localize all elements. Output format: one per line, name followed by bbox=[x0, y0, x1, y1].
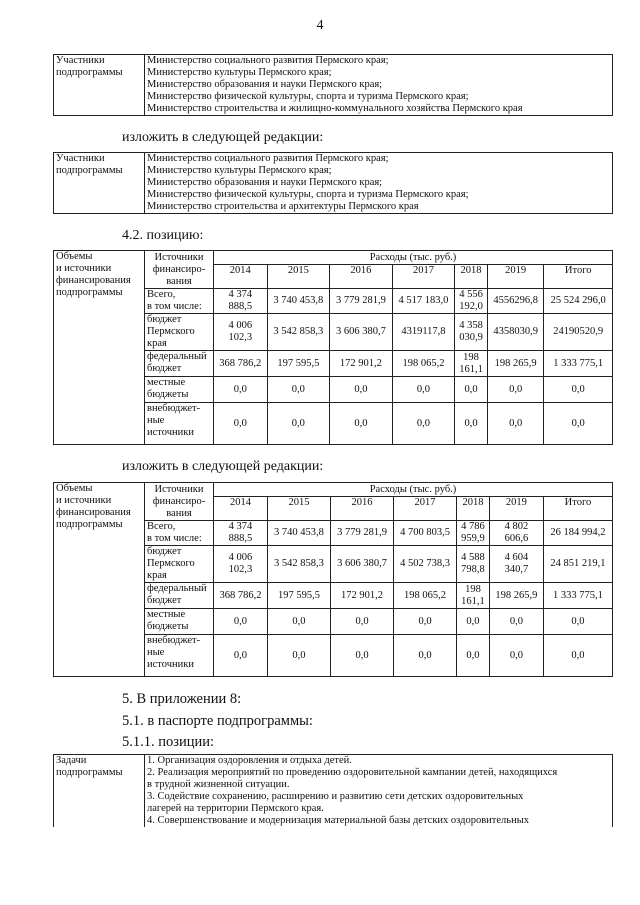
value-cell: 0,0 bbox=[489, 635, 543, 677]
value-cell: 4 588 798,8 bbox=[457, 546, 490, 583]
value-cell: 0,0 bbox=[331, 609, 394, 635]
value-cell: 3 779 281,9 bbox=[330, 289, 393, 314]
value-cell: 4 358 030,9 bbox=[455, 314, 488, 351]
source-label: внебюджет- ные источники bbox=[145, 403, 214, 445]
value-cell: 368 786,2 bbox=[214, 583, 268, 609]
year-header: 2019 bbox=[489, 497, 543, 521]
year-header: Итого bbox=[543, 497, 612, 521]
expenses-header: Расходы (тыс. руб.) bbox=[214, 251, 613, 265]
financing-table-old bbox=[53, 250, 613, 445]
value-cell: 0,0 bbox=[487, 403, 544, 445]
value-cell: 0,0 bbox=[543, 635, 612, 677]
value-cell: 0,0 bbox=[330, 377, 393, 403]
value-cell: 3 779 281,9 bbox=[331, 521, 394, 546]
sources-header: Источники финансиро- вания bbox=[145, 251, 214, 289]
value-cell: 26 184 994,2 bbox=[543, 521, 612, 546]
value-cell: 4 604 340,7 bbox=[489, 546, 543, 583]
value-cell: 197 595,5 bbox=[267, 583, 330, 609]
heading-position: 4.2. позицию: bbox=[122, 228, 204, 243]
value-cell: 4 006 102,3 bbox=[214, 314, 268, 351]
value-cell: 0,0 bbox=[214, 403, 268, 445]
value-cell: 0,0 bbox=[267, 377, 330, 403]
value-cell: 1 333 775,1 bbox=[543, 583, 612, 609]
participants-list: Министерство социального развития Пермского края; Министерство культуры Пермского края; Министерство образования и науки Пермского края; Министерство физической культуры, спорта и туризма Пермского края; Министерство строительства и жилищно-коммунального хозяйства Пермского края bbox=[145, 55, 613, 116]
value-cell: 0,0 bbox=[214, 635, 268, 677]
value-cell: 24 851 219,1 bbox=[543, 546, 612, 583]
heading-new-edition-1: изложить в следующей редакции: bbox=[122, 130, 324, 145]
value-cell: 172 901,2 bbox=[330, 351, 393, 377]
value-cell: 0,0 bbox=[331, 635, 394, 677]
tasks-label: Задачи подпрограммы bbox=[54, 755, 145, 828]
year-header: 2016 bbox=[330, 265, 393, 289]
value-cell: 0,0 bbox=[267, 635, 330, 677]
value-cell: 0,0 bbox=[543, 609, 612, 635]
financing-table-new bbox=[53, 482, 613, 677]
tasks-table bbox=[53, 754, 613, 827]
year-header: 2017 bbox=[394, 497, 457, 521]
value-cell: 0,0 bbox=[392, 403, 455, 445]
value-cell: 198 161,1 bbox=[455, 351, 488, 377]
value-cell: 24190520,9 bbox=[544, 314, 613, 351]
value-cell: 4 517 183,0 bbox=[392, 289, 455, 314]
expenses-header: Расходы (тыс. руб.) bbox=[214, 483, 613, 497]
participants-label: Участники подпрограммы bbox=[54, 153, 145, 214]
value-cell: 3 606 380,7 bbox=[331, 546, 394, 583]
value-cell: 0,0 bbox=[457, 609, 490, 635]
page-number: 4 bbox=[316, 18, 324, 33]
source-label: внебюджет- ные источники bbox=[145, 635, 214, 677]
source-label: бюджет Пермского края bbox=[145, 546, 214, 583]
value-cell: 1 333 775,1 bbox=[544, 351, 613, 377]
source-label: федеральный бюджет bbox=[145, 583, 214, 609]
value-cell: 4 786 959,9 bbox=[457, 521, 490, 546]
financing-label: Объемы и источники финансирования подпрограммы bbox=[54, 251, 145, 445]
value-cell: 172 901,2 bbox=[331, 583, 394, 609]
year-header: 2015 bbox=[267, 497, 330, 521]
year-header: 2018 bbox=[457, 497, 490, 521]
value-cell: 0,0 bbox=[330, 403, 393, 445]
value-cell: 25 524 296,0 bbox=[544, 289, 613, 314]
participants-table-old bbox=[53, 54, 613, 116]
value-cell: 368 786,2 bbox=[214, 351, 268, 377]
value-cell: 198 161,1 bbox=[457, 583, 490, 609]
value-cell: 0,0 bbox=[267, 403, 330, 445]
value-cell: 4 556 192,0 bbox=[455, 289, 488, 314]
participants-table-new bbox=[53, 152, 613, 214]
value-cell: 4 802 606,6 bbox=[489, 521, 543, 546]
source-label: Всего, в том числе: bbox=[145, 289, 214, 314]
value-cell: 0,0 bbox=[487, 377, 544, 403]
value-cell: 0,0 bbox=[544, 377, 613, 403]
year-header: 2016 bbox=[331, 497, 394, 521]
value-cell: 0,0 bbox=[214, 377, 268, 403]
value-cell: 3 542 858,3 bbox=[267, 546, 330, 583]
value-cell: 0,0 bbox=[544, 403, 613, 445]
tasks-list: 1. Организация оздоровления и отдыха детей. 2. Реализация мероприятий по проведению оздоровительной кампании детей, находящихся в трудной жизненной ситуации. 3. Содействие сохранению, расширению и развитию сети детских оздоровительных лагерей на территории Пермского края. 4. Совершенствование и модернизация материальной базы детских оздоровительных bbox=[145, 755, 613, 828]
value-cell: 4 006 102,3 bbox=[214, 546, 268, 583]
sources-header: Источники финансиро- вания bbox=[145, 483, 214, 521]
value-cell: 0,0 bbox=[455, 377, 488, 403]
source-label: федеральный бюджет bbox=[145, 351, 214, 377]
value-cell: 0,0 bbox=[394, 635, 457, 677]
year-header: 2015 bbox=[267, 265, 330, 289]
value-cell: 198 065,2 bbox=[392, 351, 455, 377]
value-cell: 4319117,8 bbox=[392, 314, 455, 351]
value-cell: 0,0 bbox=[394, 609, 457, 635]
heading-appendix-8: 5. В приложении 8: bbox=[122, 691, 242, 707]
source-label: местные бюджеты bbox=[145, 377, 214, 403]
value-cell: 198 265,9 bbox=[489, 583, 543, 609]
source-label: местные бюджеты bbox=[145, 609, 214, 635]
value-cell: 0,0 bbox=[457, 635, 490, 677]
value-cell: 3 542 858,3 bbox=[267, 314, 330, 351]
value-cell: 4 700 803,5 bbox=[394, 521, 457, 546]
heading-passport: 5.1. в паспорте подпрограммы: bbox=[122, 713, 313, 729]
year-header: 2014 bbox=[214, 265, 268, 289]
value-cell: 3 740 453,8 bbox=[267, 289, 330, 314]
year-header: 2018 bbox=[455, 265, 488, 289]
value-cell: 3 740 453,8 bbox=[267, 521, 330, 546]
heading-new-edition-2: изложить в следующей редакции: bbox=[122, 459, 324, 474]
value-cell: 198 265,9 bbox=[487, 351, 544, 377]
value-cell: 198 065,2 bbox=[394, 583, 457, 609]
value-cell: 0,0 bbox=[214, 609, 268, 635]
year-header: 2014 bbox=[214, 497, 268, 521]
value-cell: 0,0 bbox=[489, 609, 543, 635]
value-cell: 197 595,5 bbox=[267, 351, 330, 377]
year-header: Итого bbox=[544, 265, 613, 289]
source-label: Всего, в том числе: bbox=[145, 521, 214, 546]
participants-list: Министерство социального развития Пермского края; Министерство культуры Пермского края; Министерство образования и науки Пермского края; Министерство физической культуры, спорта и туризма Пермского края; Министерство строительства и архитектуры Пермского края bbox=[145, 153, 613, 214]
value-cell: 4 374 888,5 bbox=[214, 521, 268, 546]
value-cell: 3 606 380,7 bbox=[330, 314, 393, 351]
value-cell: 4358030,9 bbox=[487, 314, 544, 351]
year-header: 2017 bbox=[392, 265, 455, 289]
financing-label: Объемы и источники финансирования подпрограммы bbox=[54, 483, 145, 677]
participants-label: Участники подпрограммы bbox=[54, 55, 145, 116]
value-cell: 4 374 888,5 bbox=[214, 289, 268, 314]
value-cell: 0,0 bbox=[267, 609, 330, 635]
value-cell: 0,0 bbox=[392, 377, 455, 403]
heading-positions: 5.1.1. позиции: bbox=[122, 734, 215, 750]
value-cell: 4 502 738,3 bbox=[394, 546, 457, 583]
source-label: бюджет Пермского края bbox=[145, 314, 214, 351]
value-cell: 0,0 bbox=[455, 403, 488, 445]
value-cell: 4556296,8 bbox=[487, 289, 544, 314]
year-header: 2019 bbox=[487, 265, 544, 289]
